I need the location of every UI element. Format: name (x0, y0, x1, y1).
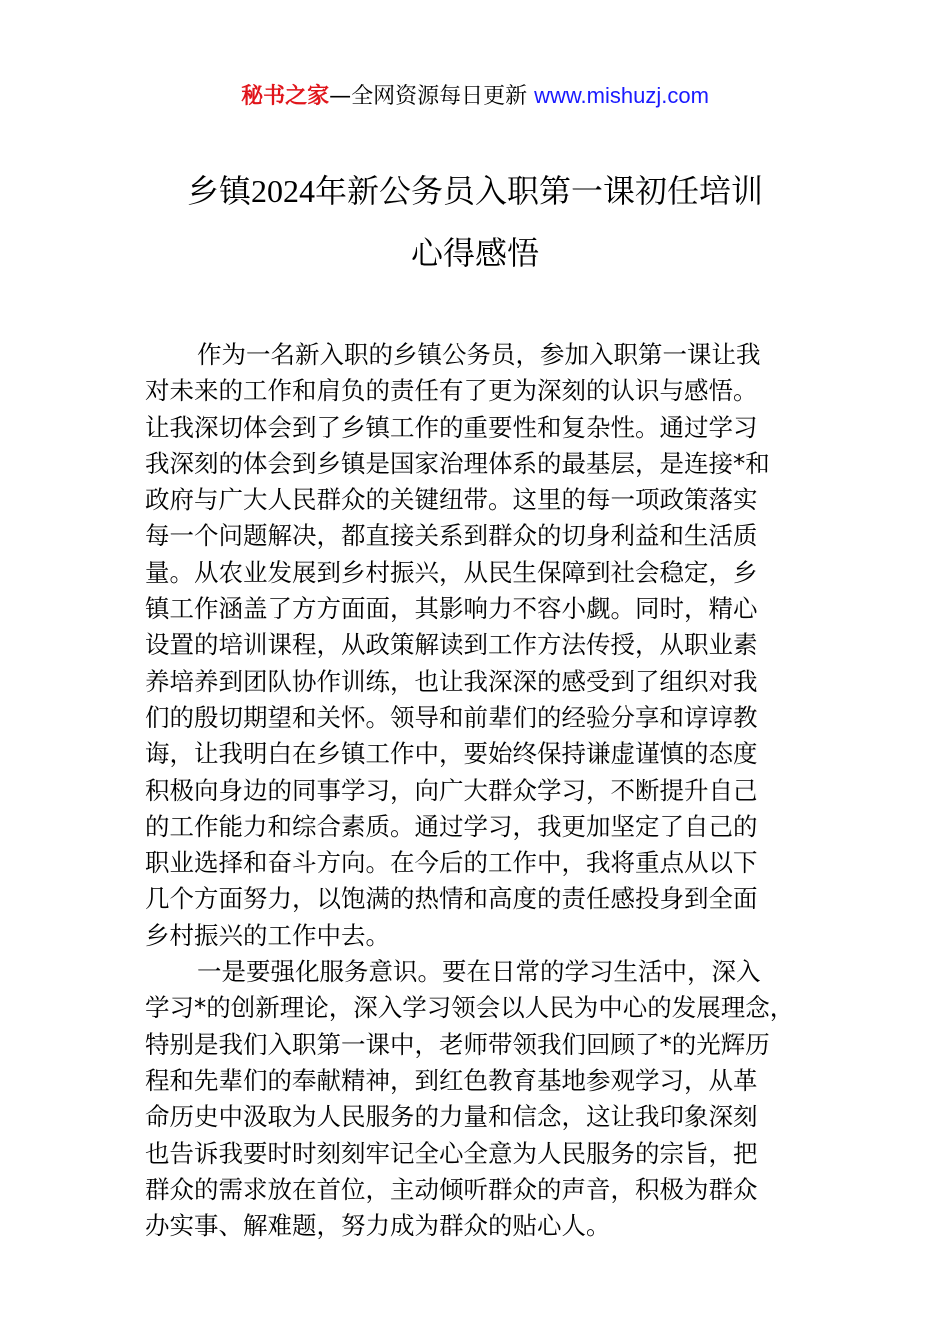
text-line: 特别是我们入职第一课中，老师带领我们回顾了*的光辉历 (145, 1029, 770, 1059)
text-line: 也告诉我要时时刻刻牢记全心全意为人民服务的宗旨，把 (145, 1138, 758, 1168)
document-body (145, 337, 809, 1244)
text-line: 们的殷切期望和关怀。领导和前辈们的经验分享和谆谆教 (145, 702, 758, 732)
site-tagline: —全网资源每日更新 (329, 84, 535, 109)
paragraph-2 (145, 954, 809, 1244)
text-line: 的工作能力和综合素质。通过学习，我更加坚定了自己的 (145, 811, 758, 841)
title-line-1: 乡镇2024年新公务员入职第一课初任培训 (186, 172, 764, 210)
text-line: 命历史中汲取为人民服务的力量和信念，这让我印象深刻 (145, 1102, 758, 1132)
text-line: 我深刻的体会到乡镇是国家治理体系的最基层，是连接*和 (145, 448, 770, 478)
text-line: 让我深切体会到了乡镇工作的重要性和复杂性。通过学习 (145, 412, 758, 442)
text-line: 乡村振兴的工作中去。 (145, 920, 390, 950)
text-line: 政府与广大人民群众的关键纽带。这里的每一项政策落实 (145, 485, 758, 515)
text-line: 一是要强化服务意识。要在日常的学习生活中，深入 (197, 957, 761, 987)
text-line: 设置的培训课程，从政策解读到工作方法传授，从职业素 (145, 630, 758, 660)
text-line: 群众的需求放在首位，主动倾听群众的声音，积极为群众 (145, 1174, 758, 1204)
text-line: 职业选择和奋斗方向。在今后的工作中，我将重点从以下 (145, 848, 758, 878)
site-url-link[interactable]: www.mishuzj.com (534, 83, 709, 108)
text-line: 量。从农业发展到乡村振兴，从民生保障到社会稳定，乡 (145, 557, 758, 587)
text-line: 镇工作涵盖了方方面面，其影响力不容小觑。同时，精心 (145, 594, 758, 624)
text-line: 诲，让我明白在乡镇工作中，要始终保持谦虚谨慎的态度 (145, 739, 758, 769)
document-title (100, 160, 850, 284)
text-line: 对未来的工作和肩负的责任有了更为深刻的认识与感悟。 (145, 376, 758, 406)
text-line: 作为一名新入职的乡镇公务员，参加入职第一课让我 (197, 340, 761, 369)
text-line: 程和先辈们的奉献精神，到红色教育基地参观学习，从革 (145, 1065, 758, 1095)
text-line: 积极向身边的同事学习，向广大群众学习，不断提升自己 (145, 775, 758, 805)
paragraph-1 (145, 337, 809, 954)
text-line: 养培养到团队协作训练，也让我深深的感受到了组织对我 (145, 666, 758, 696)
site-header (0, 80, 950, 113)
text-line: 几个方面努力，以饱满的热情和高度的责任感投身到全面 (145, 884, 758, 914)
text-line: 每一个问题解决，都直接关系到群众的切身利益和生活质 (145, 521, 758, 551)
brand-name: 秘书之家 (241, 84, 330, 109)
title-line-2: 心得感悟 (410, 234, 539, 272)
text-line: 学习*的创新理论，深入学习领会以人民为中心的发展理念， (145, 993, 795, 1023)
text-line: 办实事、解难题，努力成为群众的贴心人。 (145, 1211, 611, 1241)
